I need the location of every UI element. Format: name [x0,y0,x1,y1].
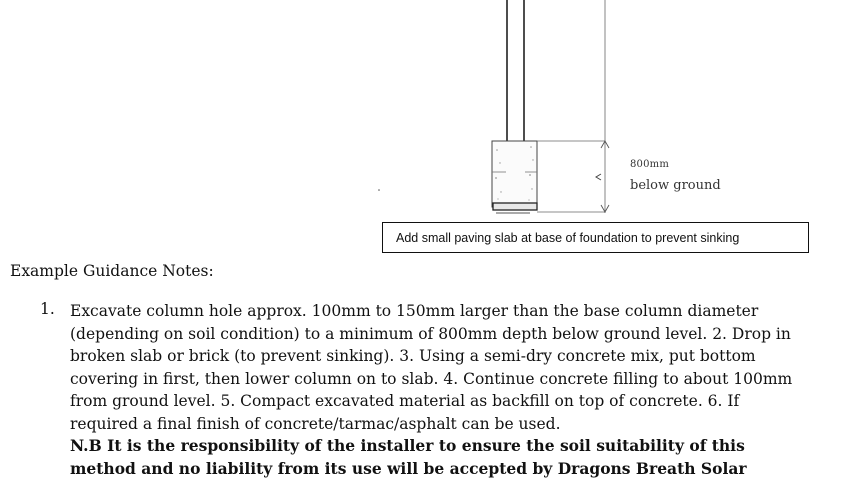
pointer-arrow [596,174,601,180]
guidance-paragraph: Excavate column hole approx. 100mm to 150mm larger than the base column diameter (depending on soil condition) to a minimum of 800mm depth below ground level. 2. Drop in broken slab or brick (to prevent sinking). 3. Using a semi-dry concrete mix, put bottom covering in first, then lower column on to slab. 4. Continue concrete filling to about 100mm from ground level. 5. Compact excavated material as backfill on top of concrete. 6. If required a final finish of concrete/tarmac/asphalt can be used. [70,302,793,433]
stray-mark [378,189,380,191]
depth-sublabel: below ground [630,178,721,193]
slab-note-box: Add small paving slab at base of foundation to prevent sinking [382,222,809,253]
guidance-heading: Example Guidance Notes: [10,262,214,280]
paving-slab [493,203,537,210]
disclaimer-text: N.B It is the responsibility of the installer to ensure the soil suitability of this method and no liability from its use will be accepted by Dragons Breath Solar [70,436,747,478]
depth-label: 800mm [630,159,670,170]
concrete-footing [492,141,537,207]
list-number: 1. [40,300,55,318]
